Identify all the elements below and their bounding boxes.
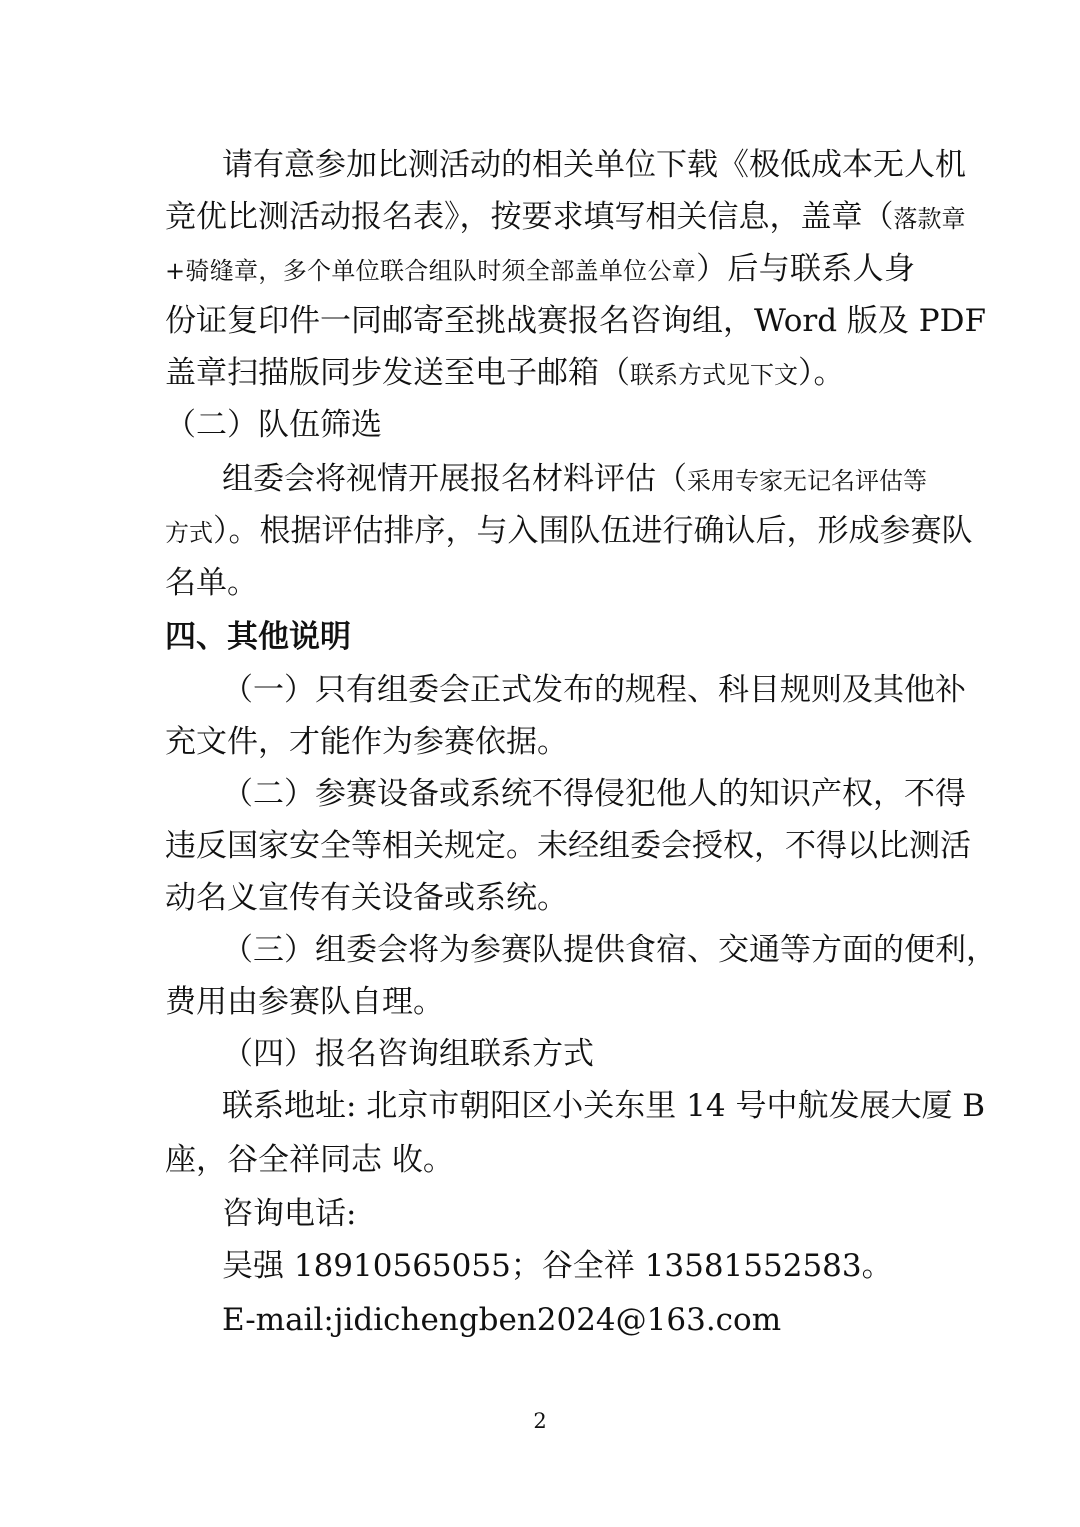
team-selection-title: （二）队伍筛选 xyxy=(165,407,382,443)
other-notes-item-2-line-2: 违反国家安全等相关规定。未经组委会授权，不得以比测活 xyxy=(165,828,971,864)
other-notes-item-3-line-1: （三）组委会将为参赛队提供食宿、交通等方面的便利， xyxy=(222,932,997,968)
other-notes-item-1-line-1: （一）只有组委会正式发布的规程、科目规则及其他补 xyxy=(222,672,966,708)
other-notes-item-2-line-1: （二）参赛设备或系统不得侵犯他人的知识产权，不得 xyxy=(222,776,966,812)
other-notes-item-4-title: （四）报名咨询组联系方式 xyxy=(222,1036,594,1072)
registration-paragraph-line-1: 请有意参加比测活动的相关单位下载《极低成本无人机 xyxy=(222,147,966,183)
contact-phone-label: 咨询电话: xyxy=(222,1196,357,1232)
other-notes-item-1-line-2: 充文件，才能作为参赛依据。 xyxy=(165,724,568,760)
contact-phone-values: 吴强 18910565055；谷全祥 13581552583。 xyxy=(222,1248,893,1284)
contact-address-line-2: 座，谷全祥同志 收。 xyxy=(165,1142,454,1178)
registration-paragraph-line-5: 盖章扫描版同步发送至电子邮箱（联系方式见下文）。 xyxy=(165,355,845,391)
registration-paragraph-line-2: 竞优比测活动报名表》，按要求填写相关信息，盖章（落款章 xyxy=(165,199,966,235)
other-notes-item-3-line-2: 费用由参赛队自理。 xyxy=(165,984,444,1020)
registration-paragraph-line-4: 份证复印件一同邮寄至挑战赛报名咨询组，Word 版及 PDF xyxy=(165,303,987,339)
registration-paragraph-line-3: +骑缝章，多个单位联合组队时须全部盖单位公章）后与联系人身 xyxy=(165,251,915,287)
team-selection-line-3: 名单。 xyxy=(165,565,258,601)
team-selection-line-1: 组委会将视情开展报名材料评估（采用专家无记名评估等 xyxy=(222,461,927,497)
contact-address-line-1: 联系地址: 北京市朝阳区小关东里 14 号中航发展大厦 B xyxy=(222,1088,986,1124)
contact-email[interactable]: E-mail:jidichengben2024@163.com xyxy=(222,1302,782,1338)
team-selection-line-2: 方式）。根据评估排序，与入围队伍进行确认后，形成参赛队 xyxy=(165,513,973,549)
page-number: 2 xyxy=(533,1409,547,1433)
other-notes-item-2-line-3: 动名义宣传有关设备或系统。 xyxy=(165,880,568,916)
other-notes-heading: 四、其他说明 xyxy=(165,619,351,655)
